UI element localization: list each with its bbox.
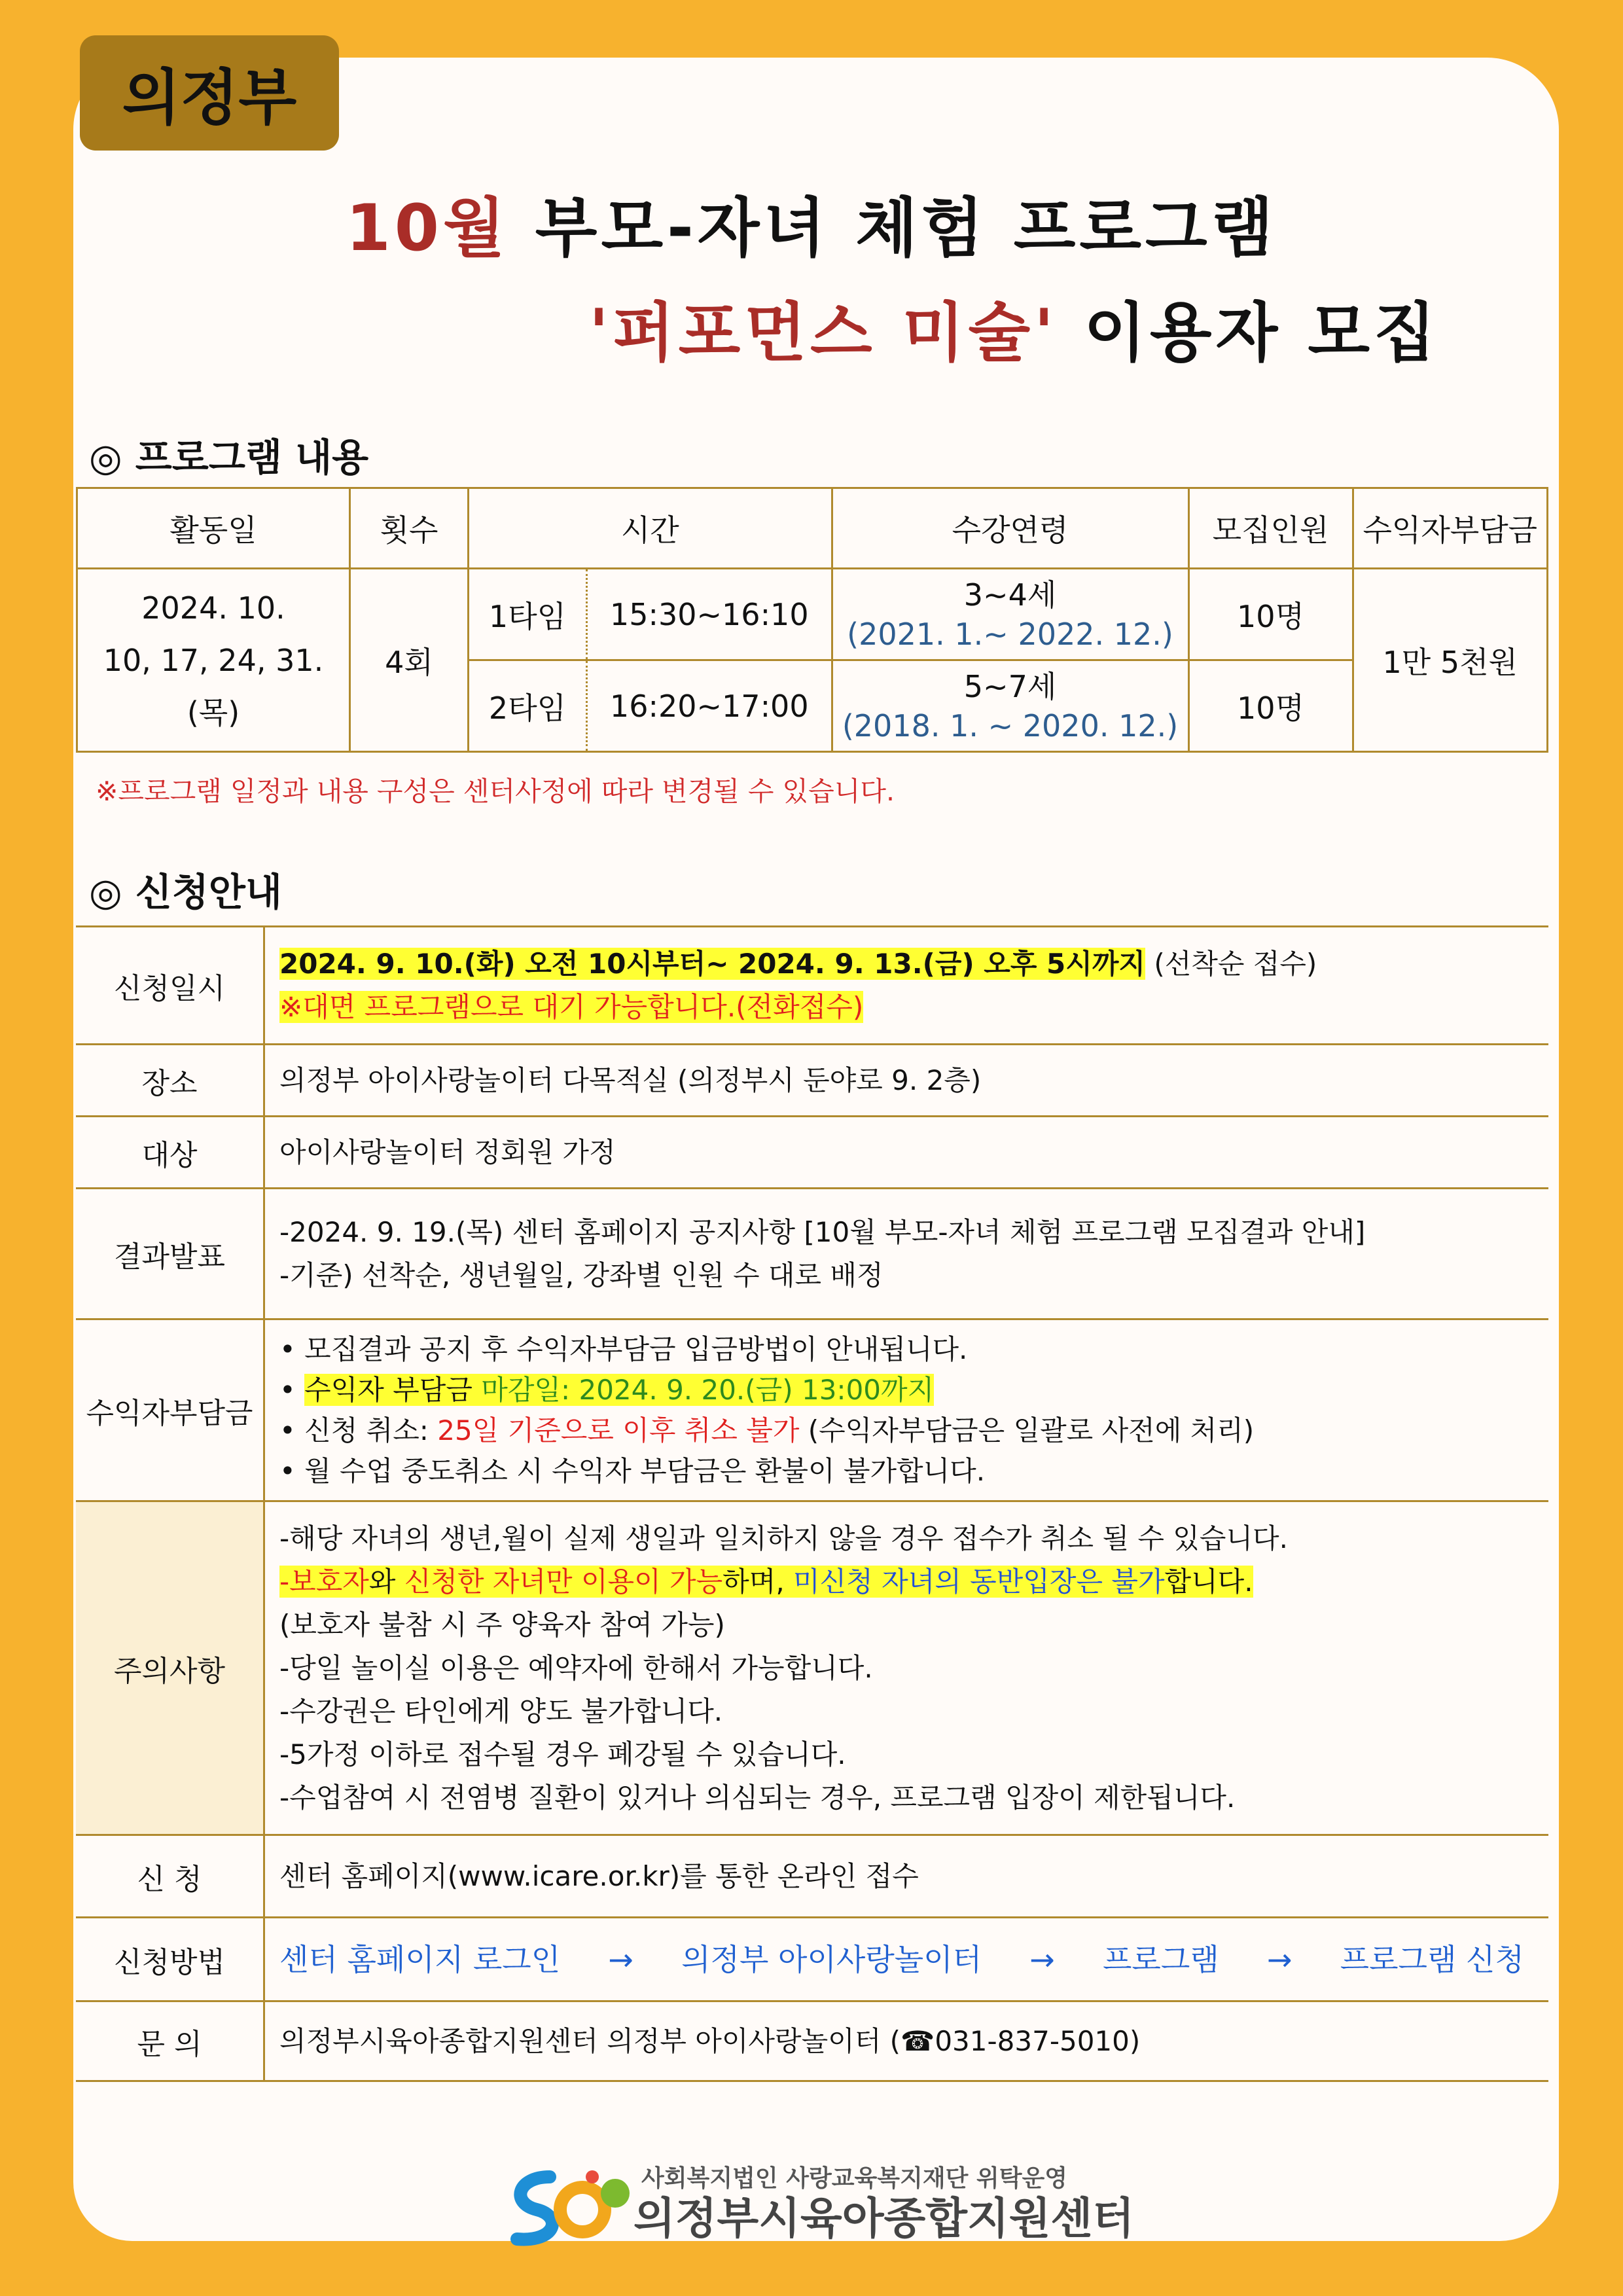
- row-caution: [76, 1501, 1548, 1835]
- caution-guardian: -보호자: [279, 1565, 369, 1598]
- footer-operator: 사회복지법인 사랑교육복지재단 위탁운영: [641, 2165, 1068, 2192]
- schedule-method: (선착순 접수): [1145, 947, 1317, 980]
- label-signup: 신 청: [76, 1835, 264, 1918]
- value-place: 의정부 아이사랑놀이터 다목적실 (의정부시 둔야로 9. 2층): [264, 1045, 1549, 1117]
- caution-line-1: -해당 자녀의 생년,월이 실제 생일과 일치하지 않을 경우 접수가 취소 될 수 있습니다.: [279, 1522, 1288, 1554]
- value-fee: [264, 1319, 1549, 1501]
- capacity-cell: 10명: [1188, 660, 1353, 752]
- caution-line-7: -수업참여 시 전염병 질환이 있거나 의심되는 경우, 프로그램 입장이 제한됩니다.: [279, 1781, 1236, 1814]
- title-program-name: '퍼포먼스 미술': [589, 296, 1058, 370]
- result-line-2: -기준) 선착순, 생년월일, 강좌별 인원 수 대로 배정: [279, 1259, 883, 1291]
- caution-end: 합니다.: [1164, 1565, 1253, 1598]
- fee-bullet: •: [279, 1373, 305, 1406]
- footer-center-name: 의정부시육아종합지원센터: [633, 2193, 1135, 2244]
- label-caution: 주의사항: [76, 1501, 264, 1835]
- caution-line-3: (보호자 불참 시 주 양육자 참여 가능): [279, 1608, 725, 1641]
- row-contact: [76, 2001, 1548, 2081]
- arrow-right-icon: →: [608, 1941, 633, 1977]
- fee-line-4: • 월 수업 중도취소 시 수익자 부담금은 환불이 불가합니다.: [279, 1454, 986, 1487]
- title-line1-rest: 부모-자녀 체험 프로그램: [508, 191, 1277, 266]
- age-cell: [832, 569, 1188, 660]
- row-fee: [76, 1319, 1548, 1501]
- schedule-note: ※대면 프로그램으로 대기 가능합니다.(전화접수): [279, 990, 864, 1023]
- program-notice: ※프로그램 일정과 내용 구성은 센터사정에 따라 변경될 수 있습니다.: [96, 776, 895, 807]
- value-target: 아이사랑놀이터 정회원 가정: [264, 1117, 1549, 1189]
- date-line-1: 2024. 10.: [141, 590, 285, 626]
- title-line-1: [0, 177, 1623, 269]
- caution-line-2: [279, 1560, 1548, 1604]
- header-count: 횟수: [350, 488, 469, 569]
- caution-registered-child: 신청한 자녀만 이용이 가능: [404, 1565, 723, 1598]
- title-line2-rest: 이용자 모집: [1058, 296, 1440, 370]
- label-target: 대상: [76, 1117, 264, 1189]
- caution-line-4: -당일 놀이실 이용은 예약자에 한해서 가능합니다.: [279, 1651, 873, 1684]
- program-table: [76, 487, 1548, 753]
- value-result: [264, 1189, 1549, 1319]
- label-contact: 문 의: [76, 2001, 264, 2081]
- fee-deadline-label: 수익자 부담금: [304, 1373, 482, 1406]
- date-line-2: 10, 17, 24, 31.: [103, 642, 324, 678]
- caution-line-5: -수강권은 타인에게 양도 불가합니다.: [279, 1695, 723, 1727]
- caution-line-6: -5가정 이하로 접수될 경우 폐강될 수 있습니다.: [279, 1738, 846, 1770]
- value-contact: 의정부시육아종합지원센터 의정부 아이사랑놀이터 (☎031-837-5010): [264, 2001, 1549, 2081]
- arrow-right-icon: →: [1029, 1941, 1055, 1977]
- header-time: 시간: [469, 488, 832, 569]
- session-time: 16:20~17:00: [587, 660, 832, 752]
- table-row: [77, 569, 1548, 660]
- cancel-note: (수익자부담금은 일괄로 사전에 처리): [799, 1414, 1255, 1446]
- value-signup: 센터 홈페이지(www.icare.or.kr)를 통한 온라인 접수: [264, 1835, 1549, 1918]
- row-schedule: [76, 927, 1548, 1045]
- label-result: 결과발표: [76, 1189, 264, 1319]
- birth-range: (2018. 1. ~ 2020. 12.): [842, 708, 1179, 744]
- arrow-right-icon: →: [1266, 1941, 1293, 1977]
- activity-date-cell: [77, 569, 350, 752]
- row-method: [76, 1918, 1548, 2001]
- title-month: 10월: [346, 191, 509, 266]
- session-count-cell: 4회: [350, 569, 469, 752]
- header-capacity: 모집인원: [1188, 488, 1353, 569]
- caution-while: 하며,: [722, 1565, 794, 1598]
- age-range: 3~4세: [963, 577, 1057, 613]
- session-label: 2타임: [469, 660, 587, 752]
- label-place: 장소: [76, 1045, 264, 1117]
- age-range: 5~7세: [963, 668, 1057, 704]
- value-method: [264, 1918, 1549, 2001]
- title-line-2: [589, 281, 1440, 374]
- row-result: [76, 1189, 1548, 1319]
- session-time: 15:30~16:10: [587, 569, 832, 660]
- method-step-login: 센터 홈페이지 로그인: [279, 1941, 561, 1977]
- method-step-playground: 의정부 아이사랑놀이터: [681, 1941, 982, 1977]
- birth-range: (2021. 1.~ 2022. 12.): [847, 616, 1173, 652]
- caution-no-unregistered: 미신청 자녀의 동반입장은 불가: [793, 1565, 1165, 1598]
- result-line-1: -2024. 9. 19.(목) 센터 홈페이지 공지사항 [10월 부모-자녀 체험 프로그램 모집결과 안내]: [279, 1215, 1366, 1248]
- apply-heading: ◎ 신청안내: [89, 870, 282, 914]
- region-tag: 의정부: [80, 35, 339, 151]
- fee-line-1: • 모집결과 공지 후 수익자부담금 입금방법이 안내됩니다.: [279, 1333, 968, 1365]
- program-heading: ◎ 프로그램 내용: [89, 435, 369, 480]
- session-label: 1타임: [469, 569, 587, 660]
- label-fee: 수익자부담금: [76, 1319, 264, 1501]
- method-step-apply: 프로그램 신청: [1340, 1941, 1524, 1977]
- apply-table: [76, 925, 1548, 2082]
- age-cell: [832, 660, 1188, 752]
- date-line-3: (목): [187, 694, 240, 730]
- header-fee: 수익자부담금: [1353, 488, 1547, 569]
- value-caution: [264, 1501, 1549, 1835]
- fee-deadline: 마감일: 2024. 9. 20.(금) 13:00까지: [481, 1373, 935, 1406]
- fee-line-3: [279, 1410, 1548, 1451]
- cancel-label: • 신청 취소:: [279, 1414, 438, 1446]
- row-signup: [76, 1835, 1548, 1918]
- header-age: 수강연령: [832, 488, 1188, 569]
- row-target: [76, 1117, 1548, 1189]
- caution-and: 와: [368, 1565, 404, 1598]
- fee-line-2: [279, 1370, 1548, 1410]
- fee-cell: 1만 5천원: [1353, 569, 1547, 752]
- label-schedule: 신청일시: [76, 927, 264, 1045]
- center-logo-icon: [504, 2164, 635, 2249]
- row-place: [76, 1045, 1548, 1117]
- schedule-period: 2024. 9. 10.(화) 오전 10시부터~ 2024. 9. 13.(금) 오후 5시까지: [279, 947, 1145, 980]
- program-table-header: [77, 488, 1548, 569]
- value-schedule: [264, 927, 1549, 1045]
- header-date: 활동일: [77, 488, 350, 569]
- cancel-rule: 25일 기준으로 이후 취소 불가: [437, 1414, 800, 1446]
- capacity-cell: 10명: [1188, 569, 1353, 660]
- label-method: 신청방법: [76, 1918, 264, 2001]
- method-step-program: 프로그램: [1103, 1941, 1219, 1977]
